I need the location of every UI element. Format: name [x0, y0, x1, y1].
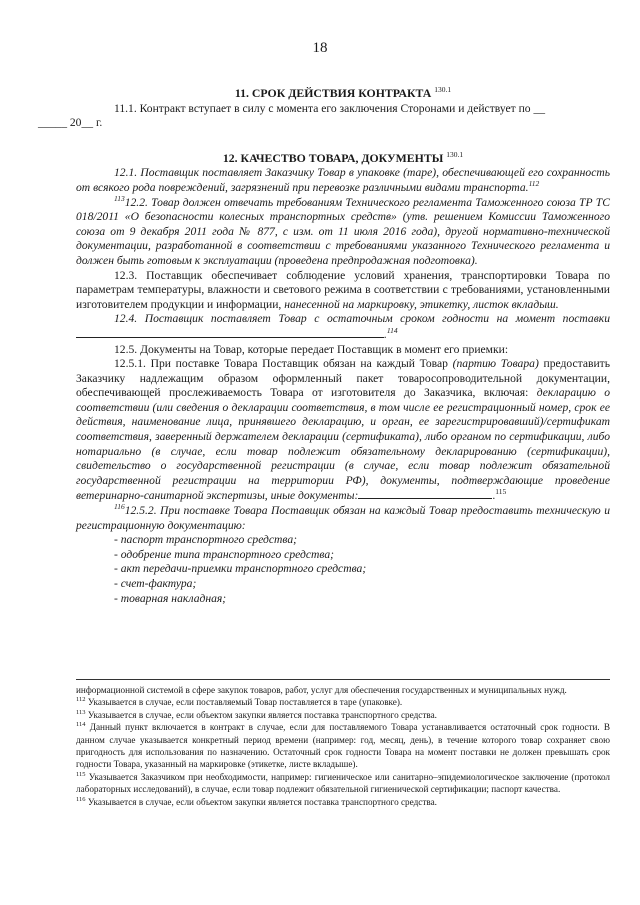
footnote-115: [76, 771, 610, 796]
section-11-title-ref: 130.1: [434, 85, 452, 95]
section-12-heading: [76, 151, 610, 166]
paragraph-12-3-italic: нанесенной на маркировку, этикетку, листок вкладыш.: [284, 297, 559, 311]
paragraph-12-3: [76, 269, 610, 313]
paragraph-11-1: [38, 101, 610, 131]
list-item: - акт передачи-приемки транспортного средства;: [114, 562, 367, 576]
footnote-ref-114: 114: [386, 326, 398, 336]
list-item: - счет-фактура;: [114, 577, 197, 590]
list-item: - одобрение типа транспортного средства;: [114, 547, 334, 561]
list-item: - товарная накладная;: [114, 591, 227, 605]
paragraph-12-3-text: 12.3. Поставщик обеспечивает соблюдение условий хранения, транспортировки Товара по параметрам температуры, влажности и светового режима в соответствии с требованиями, установленными изготовителем продукции и информации,: [76, 268, 610, 311]
list-item: - паспорт транспортного средства;: [114, 533, 298, 547]
paragraph-12-5-1-body: предоставить Заказчику надлежащим образом оформленный пакет товаросопроводительной документации, обеспечивающей прослеживаемость Товара от изготовителя до Заказчика, включая:: [76, 357, 611, 400]
footnote-continuation: информационной системой в сфере закупок товаров, работ, услуг для обеспечения государственных и муниципальных нужд.: [76, 685, 567, 695]
footnote-ref-112: 112: [528, 179, 540, 189]
footnote-ref-115: 115: [495, 487, 507, 497]
paragraph-12-4-text: 12.4. Поставщик поставляет Товар с остаточным сроком годности на момент поставки: [114, 312, 610, 326]
paragraph-12-4: 12.4. Поставщик поставляет Товар с остаточным сроком годности на момент поставки .$^{114}$: [76, 312, 610, 342]
footnote-text: Указывается в случае, если поставляемый Товар поставляется в таре (упаковке).: [87, 697, 403, 708]
paragraph-12-1-text: 12.1. Поставщик поставляет Заказчику Товар в упаковке (таре), обеспечивающей его сохранность от всякого рода повреждений, загрязнений при перевозке различными видами транспорта.: [76, 166, 610, 194]
paragraph-12-2-text: 12.2. Товар должен отвечать требованиям Технического регламента Таможенного союза ТР ТС 018/2011 «О безопасности колесных транспортных средств» (утв. решением Комиссии Таможенного союза от 9 декабря 2011 года № 877, с изм. от 11 июля 2016 года), другой нормативно-технической документации, разработанной в соответствии с требованиями указанного Технического регламента и должен быть готовым к эксплуатации (проведена предпродажная подготовка).: [76, 195, 610, 267]
footnote-113: [76, 709, 610, 721]
footnote-number: 114: [76, 721, 86, 729]
footnote-number: 116: [76, 795, 86, 803]
paragraph-12-5-2: [76, 504, 610, 533]
paragraph-11-1-text: 11.1. Контракт вступает в силу с момента его заключения Сторонами и действует по __: [114, 101, 546, 115]
paragraph-12-2: [76, 193, 610, 269]
section-12-title-ref: 130.1: [446, 149, 464, 159]
paragraph-12-5-1: 12.5.1. При поставке Товара Поставщик обязан на каждый Товар (партию Товара) предоставить Заказчику надлежащим образом оформленный пакет товаросопроводительной документации, обеспечивающей прослеживаемость Товара от изготовителя до Заказчика, включая: декларацию о соответствии (или сведения о декларации соответствия, в том числе ее регистрационный номер, срок ее действия, наименование лица, принявшего декларацию, и орган, ее зарегистрировавший)/сертификат соответствия, заверенный держателем декларации (сертификата), либо органом по сертификации, либо нотариально (в случае, если товар подлежит обязательному декларированию (сертификации), свидетельство о государственной регистрации (в случае, если товар подлежит обязательной государственной регистрации на территории РФ), документы, подтверждающие проведение ветеринарно-санитарной экспертизы, иные документы: .$^{115}$: [76, 357, 611, 503]
footnote-112: [76, 696, 610, 708]
paragraph-12-5: [76, 343, 610, 358]
section-11-heading: [76, 86, 610, 101]
footnote-divider: [76, 679, 610, 680]
footnote-number: 112: [76, 696, 86, 704]
paragraph-12-5-text: 12.5. Документы на Товар, которые передает Поставщик в момент его приемки:: [114, 342, 509, 356]
footnote-text: Данный пункт включается в контракт в случае, если для поставляемого Товара устанавливается остаточный срок годности. В данном случае указывается конкретный период времени (например: год, месяц, день), в течение которого товар сохраняет свою пригодность для использования по назначению. Остаточный срок годности Товара на момент поставки не должен превышать срок годности Товара, указанный на маркировке (этикетке, листе вкладыше).: [76, 722, 611, 770]
footnote-ref-113: 113: [114, 193, 125, 203]
footnote-number: 115: [76, 770, 86, 778]
section-11-title: 11. СРОК ДЕЙСТВИЯ КОНТРАКТА: [234, 86, 432, 100]
footnote-116: [76, 796, 610, 808]
footnote-ref-116: 116: [114, 502, 125, 512]
footnote-text: Указывается в случае, если объектом закупки является поставка транспортного средства.: [87, 709, 437, 720]
page-number: 18: [312, 40, 328, 56]
footnote-number: 113: [76, 708, 86, 716]
footnotes: [76, 684, 610, 808]
footnote-114: [76, 721, 610, 771]
footnote-text: Указывается в случае, если объектом закупки является поставка транспортного средства.: [87, 796, 437, 807]
paragraph-12-5-1-docs: декларацию о соответствии (или сведения о декларации соответствия, в том числе ее регистрационный номер, срок ее действия, наименование лица, принявшего декларацию, и орган, ее зарегистрировавший)/сертификат соответствия, заверенный держателем декларации (сертификата), либо органом по сертификации, либо нотариально (в случае, если товар подлежит обязательному декларированию (сертификации), свидетельство о государственной регистрации (в случае, если товар подлежит обязательной государственной регистрации на территории РФ), документы, подтверждающие проведение ветеринарно-санитарной экспертизы, иные документы:: [76, 386, 611, 503]
document-body: [38, 85, 611, 606]
shelf-life-blank: [76, 327, 384, 338]
paragraph-12-1: [76, 166, 610, 195]
paragraph-12-5-2-text: 12.5.2. При поставке Товара Поставщик обязан на каждый Товар предоставить техническую и регистрационную документацию:: [76, 504, 610, 532]
section-12-title: 12. КАЧЕСТВО ТОВАРА, ДОКУМЕНТЫ: [222, 150, 444, 165]
paragraph-12-5-1-batch: (партию Товара): [452, 357, 539, 371]
other-docs-blank: [358, 488, 492, 499]
footnote-text: Указывается Заказчиком при необходимости, например: гигиеническое или санитарно–эпидемиологическое заключение (протокол лабораторных исследований), в случае, если товар подлежит обязательной гигиенической сертификации; паспорт качества.: [76, 771, 611, 795]
paragraph-12-5-1-lead: 12.5.1. При поставке Товара Поставщик обязан на каждый Товар: [114, 357, 448, 371]
paragraph-11-1-end: _____ 20__ г.: [38, 116, 103, 130]
